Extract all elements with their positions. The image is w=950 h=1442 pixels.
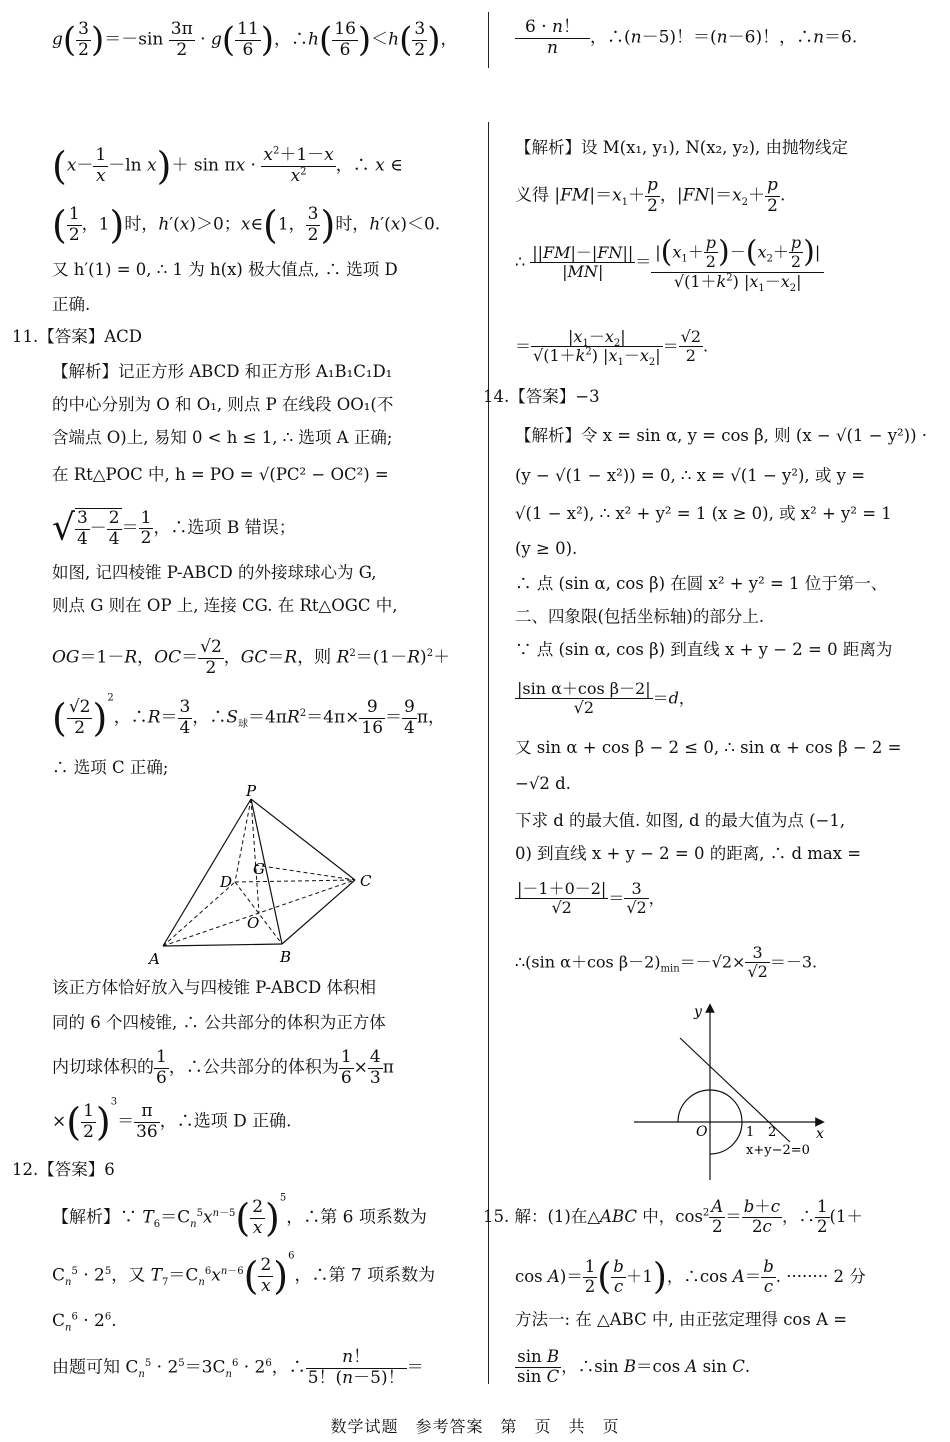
q11-line-11: 该正方体恰好放入与四棱锥 P-ABCD 体积相 [52, 978, 376, 997]
label-g: G [253, 860, 265, 878]
arc-quadrant-2 [678, 1090, 710, 1122]
q14-line-4: (y ≥ 0). [515, 539, 578, 558]
q12-answer: 12.【答案】6 [12, 1160, 115, 1179]
q15-line-1: 15. 解：(1)在△ABC 中，$\cos^2$ $\frac{A}{2}$ ＝ $\frac{b+c}{2c}$ ，∴ $\frac{1}{2}$ (1＋ [483, 1197, 863, 1236]
label-x: x [816, 1126, 824, 1142]
tick-label-2: 2 [768, 1125, 777, 1140]
label-a: A [149, 950, 160, 968]
label-c: C [360, 872, 372, 890]
q10-line-2: ( $\frac{1}{2}$ ，1)时，h′(x)＞0；x∈(1， $\frac{3}{2}$ )时，h′(x)＜0. [52, 203, 441, 248]
q11-line-10: ∴ 选项 C 正确; [52, 758, 169, 777]
label-p: P [246, 782, 257, 800]
q14-line-7: ∵ 点 (sin α, cos β) 到直线 x + y − 2 = 0 距离为 [515, 640, 893, 659]
q14-line-10: −√2 d. [515, 774, 571, 793]
label-origin: O [696, 1124, 708, 1140]
q14-line-14: ∴(sin α＋cos $\beta-2)_{min}=-√2\times$ $\frac{3}{√2}$ ＝－3. [515, 943, 818, 982]
q12-line-4: 由题可知 $C_n^5 \cdot 2^5=3C_n^6 \cdot 2^6$，∴ $\frac{n!}{5!(n-5)!}$ ＝ [52, 1347, 424, 1388]
q11-line-4: 在 Rt△POC 中, h = PO = √(PC² − OC²) = [52, 465, 389, 484]
q14-line-9: 又 sin α + cos β − 2 ≤ 0, ∴ sin α + cos β − 2 = [515, 738, 902, 757]
q11-line-5: √ $\frac{3}{4}$ － $\frac{2}{4}$ ＝ $\frac{1}{2}$ ，∴选项 B 错误； [52, 507, 296, 549]
q15-line-3: 方法一: 在 △ABC 中, 由正弦定理得 cos A = [515, 1310, 848, 1329]
edge-bc [282, 880, 355, 944]
edge-ad-hidden [163, 882, 235, 946]
q12-line-2: $C_n^5 \cdot 2^5$，又 $T_7=C_n^6x^{n-6}$( $\frac{2}{x}$ )$^6$，∴第 7 项系数为 [52, 1250, 436, 1299]
edge-ab [163, 944, 282, 946]
label-b: B [280, 948, 292, 966]
q11-line-8: OG＝1－R，OC＝ $\frac{√2}{2}$ ，GC＝R，则 $R^2=(1-R)^2+$ [52, 637, 451, 678]
q11-line-6: 如图, 记四棱锥 P-ABCD 的外接球球心为 G, [52, 563, 377, 582]
tick-label-1: 1 [746, 1125, 755, 1140]
label-d: D [220, 873, 233, 891]
q15-line-4: $\frac{\text{sin B}}{\text{sin C}}$ ，∴sin B＝cos A sin C. [517, 1347, 751, 1386]
top-left-formula: g( $\frac{3}{2}$ )＝－sin $\frac{3\pi}{2}$ · g( $\frac{11}{6}$ )，∴h( $\frac{16}{6}$ )＜h( $\frac{3}{2}$ )， [52, 19, 458, 61]
q14-line-5: ∴ 点 (sin α, cos β) 在圆 x² + y² = 1 位于第一、 [515, 574, 888, 593]
q13-line-3: ∴ $\frac{||FM|-|FN||}{|MN|}$ ＝ $|(x_1+$ $\frac{p}{2}$ )$-(x_2+$ $\frac{p}{2}$ )| $√(1+k^2)$ $|x_1-x_2|$ [515, 234, 824, 291]
q11-line-13: 内切球体积的 $\frac{1}{6}$ ，∴公共部分的体积为 $\frac{1}{6}$ × $\frac{4}{3}$ π [52, 1047, 394, 1088]
q14-line-1: 【解析】令 x = sin α, y = cos β, 则 (x − √(1 − y²)) · [515, 426, 928, 445]
q12-line-3: $C_n^6 \cdot 2^6$. [52, 1311, 117, 1334]
q14-line-3: √(1 − x²), ∴ x² + y² = 1 (x ≥ 0), 或 x² + y² = 1 [515, 504, 892, 523]
line-equation-label: x+y−2=0 [746, 1143, 810, 1158]
pyramid-figure [147, 782, 387, 968]
q14-line-2: (y − √(1 − x²)) = 0, ∴ x = √(1 − y²), 或 y = [515, 466, 866, 485]
q11-line-7: 则点 G 则在 OP 上, 连接 CG. 在 Rt△OGC 中, [52, 596, 398, 615]
q11-line-14: ×( $\frac{1}{2}$ )$^3$＝ $\frac{\pi}{36}$ ，∴选项 D 正确. [52, 1096, 292, 1145]
edge-dc-hidden [235, 880, 355, 882]
q11-line-9: ( $\frac{√2}{2}$ )$^2$，∴R＝ $\frac{3}{4}$ ，$\therefore S_球=4\pi R^2=4\pi\times$ $\frac{9}{16}$ ＝ $\frac{9}{4}$ π， [52, 692, 446, 741]
label-y: y [694, 1004, 702, 1020]
q11-line-3: 含端点 O)上, 易知 0 < h ≤ 1, ∴ 选项 A 正确; [52, 428, 393, 447]
q14-line-12: 0) 到直线 x + y − 2 = 0 的距离, ∴ d max = [515, 844, 862, 863]
q15-line-2: cos A)＝ $\frac{1}{2}$ ( $\frac{b}{c}$ ＋1)，∴cos A＝ $\frac{b}{c}$ . ········ 2 分 [515, 1256, 866, 1298]
label-o: O [247, 914, 260, 932]
q11-answer: 11.【答案】ACD [12, 327, 143, 346]
edge-pc [251, 799, 355, 880]
q14-line-6: 二、四象限(包括坐标轴)的部分上. [515, 607, 765, 626]
column-divider-main [488, 122, 489, 1384]
q10-line-1: (x－ $\frac{1}{x}$ －ln x)＋ sin πx · $\frac{x^2+1-x}{x^2}$ ，∴ x ∈ [52, 144, 403, 189]
q10-line-4: 正确. [52, 295, 91, 314]
q12-line-1: 【解析】∵ $T_6=C_n^5x^{n-5}$( $\frac{2}{x}$ )$^5$，∴第 6 项系数为 [52, 1192, 427, 1241]
q11-line-1: 【解析】记正方形 ABCD 和正方形 A₁B₁C₁D₁ [52, 362, 393, 381]
q13-line-2: 义得 $|FM|=x_1+$ $\frac{p}{2}$ ，$|FN|=x_2+$ $\frac{p}{2}$ . [515, 175, 786, 216]
circle-line-figure [630, 1002, 830, 1184]
q11-line-12: 同的 6 个四棱锥, ∴ 公共部分的体积为正方体 [52, 1013, 386, 1032]
q14-line-11: 下求 d 的最大值. 如图, d 的最大值为点 (−1, [515, 811, 846, 830]
q14-line-8: $\frac{\text{|sin α＋cos β－2|}}{√2}$ ＝d， [517, 679, 695, 718]
q11-line-2: 的中心分别为 O 和 O₁, 则点 P 在线段 OO₁(不 [52, 395, 394, 414]
edge-pa [163, 799, 251, 946]
q14-answer: 14.【答案】−3 [483, 387, 600, 406]
q13-line-4: ＝ $\frac{|x_1-x_2|}{√(1+k^2) |x_1-x_2|}$ ＝ $\frac{√2}{2}$ . [515, 327, 709, 369]
q14-line-13: $\frac{|-1+0-2|}{√2}$ ＝ $\frac{3}{√2}$ ， [517, 879, 665, 918]
segment-gc-hidden [255, 865, 355, 880]
top-right-formula: $\frac{6 \cdot n!}{n}$ ，∴(n－5)！＝(n－6)！，∴n＝6. [515, 18, 857, 58]
q10-line-3: 又 h′(1) = 0, ∴ 1 为 h(x) 极大值点, ∴ 选项 D [52, 260, 398, 279]
page-footer: 数学试题 参考答案 第 页 共 页 [330, 1417, 620, 1436]
column-divider-top [488, 12, 489, 68]
diag-ac-hidden [163, 880, 355, 946]
q13-line-1: 【解析】设 M(x₁, y₁), N(x₂, y₂), 由抛物线定 [515, 138, 848, 157]
